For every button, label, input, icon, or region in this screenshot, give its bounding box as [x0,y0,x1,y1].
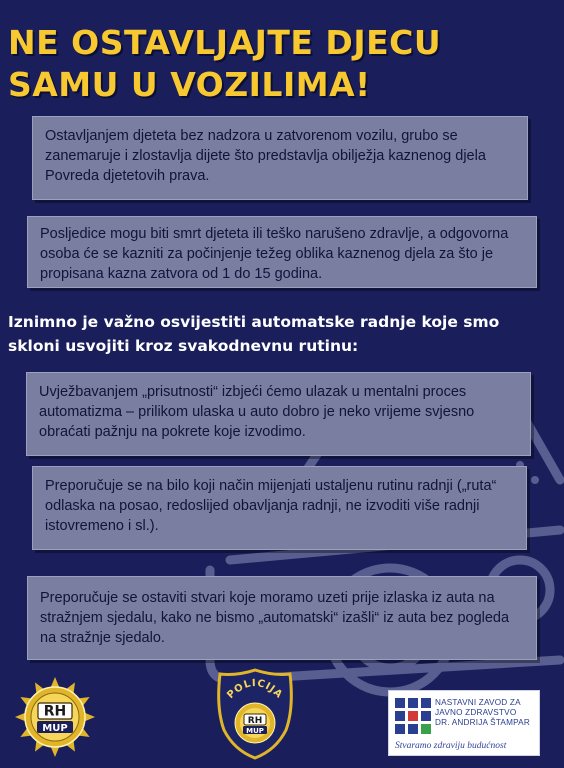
tip-2: Preporučuje se na bilo koji način mijenjati ustaljenu rutinu radnji („ruta“ odlaska na posao, redoslijed obavljanja radnji, ne izvoditi više radnji istovremeno i sl.). [45,478,497,534]
tip-box-back-seat [27,576,537,660]
mup-mid-mup-text: MUP [246,726,264,735]
paragraph-1: Ostavljanjem djeteta bez nadzora u zatvorenom vozilu, grubo se zanemaruje i zlostavlja dijete što predstavlja obilježja kaznenog djela Povreda djetetovih prava. [45,128,486,184]
title-line-1: NE OSTAVLJAJTE DJECU [8,23,442,62]
mup-mid-rh-text: RH [247,716,263,726]
nzjz-line-1: NASTAVNI ZAVOD ZA [435,698,521,707]
tip-box-change-routine [32,466,527,550]
info-box-consequences [27,216,537,288]
mup-left-mup-text: MUP [42,723,68,734]
mup-emblem-logo [14,676,96,758]
paragraph-2: Posljedice mogu biti smrt djeteta ili teško narušeno zdravlje, a odgovorna osoba će se kazniti za počinjenje težeg oblika kaznenog djela za što je propisana kazna zatvora od 1 do 15 godina. [40,226,509,282]
page-title [8,22,558,106]
title-line-2: SAMU U VOZILIMA! [8,65,371,104]
policija-shield-logo [214,668,296,760]
nzjz-line-3: DR. ANDRIJA ŠTAMPAR [435,718,530,727]
mup-left-rh-text: RH [43,703,67,720]
info-box-penal-act [32,116,528,200]
section-subheading: Iznimno je važno osvijestiti automatske radnje koje smo skloni usvojiti kroz svakodnevnu rutinu: [8,313,500,355]
tip-3: Preporučuje se ostaviti stvari koje moramo uzeti prije izlaska iz auta na stražnjem sjedalu, kako ne bismo „automatski“ izašli“ iz auta bez pogleda na stražnje sjedalo. [40,590,510,646]
nzjz-grid-icon [395,698,431,734]
tip-1: Uvježbavanjem „prisutnosti“ izbjeći ćemo ulazak u mentalni proces automatizma – prilikom ulaska u auto dobro je neko vrijeme svjesno obraćati pažnju na pokrete koje izvodimo. [39,384,475,440]
tip-box-presence [26,372,531,456]
nzjz-line-2: JAVNO ZDRAVSTVO [435,708,517,717]
nzjz-name [435,698,539,728]
policija-text: POLICIJA [225,677,285,702]
nzjz-tagline: Stvaramo zdraviju budućnost [395,741,507,751]
nzjz-logo [388,690,540,756]
